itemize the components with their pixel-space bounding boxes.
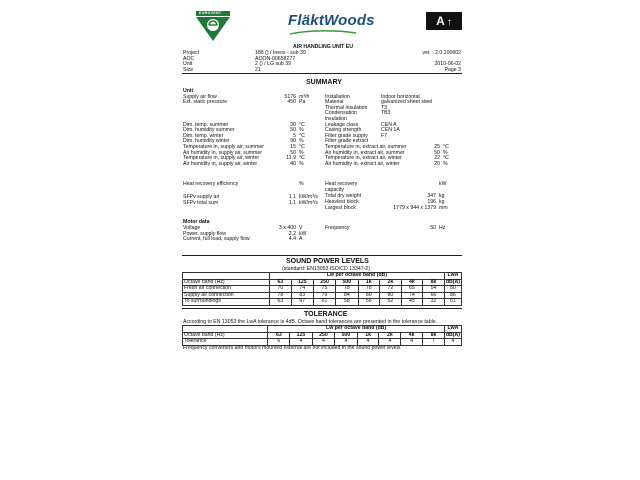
table-cell: 84 — [336, 292, 358, 299]
heat-row-label: Largest block — [325, 205, 356, 211]
energy-class-badge — [426, 12, 462, 30]
lwa-header: LwA — [444, 273, 461, 280]
unit-row-value: 11.9 — [286, 155, 296, 162]
unit-row-label: Temperature in, supply air, summer — [183, 143, 265, 150]
unit-row-label: insulation — [325, 115, 347, 122]
frequency-value: 50 — [430, 225, 436, 231]
table-cell: 80 — [444, 286, 461, 293]
unit-row-value: F7 — [381, 132, 388, 139]
unit-row-unit: °C — [299, 132, 305, 139]
motor-row-value: 2.2 — [288, 230, 296, 237]
tolerance-title: TOLERANCE — [304, 311, 348, 318]
heat-row-unit: kW/m³/s — [299, 193, 319, 200]
eurovent-logo — [196, 11, 230, 41]
row-label: Tolerance — [183, 339, 268, 346]
company-logo: FläktWoods — [288, 12, 375, 29]
motor-row-unit: V — [299, 225, 303, 231]
unit-row-label: Dim. temp. summer — [183, 121, 229, 128]
column-header: dB(A) — [445, 331, 460, 338]
sound-power-table — [182, 272, 462, 306]
table-cell: 74 — [401, 292, 423, 299]
heat-row-unit: % — [299, 181, 304, 187]
logo-swoosh — [288, 30, 358, 36]
table-cell: 78 — [336, 286, 358, 293]
column-header: 250 — [313, 279, 335, 286]
row-label: Supply air connection — [183, 292, 270, 299]
table-cell: 45 — [401, 299, 423, 306]
sound-title: SOUND POWER LEVELS — [286, 258, 369, 265]
unit-row-value: 40 — [290, 160, 296, 167]
table-cell: 58 — [336, 299, 358, 306]
column-header: 4k — [401, 279, 423, 286]
heat-row-value: 347 — [427, 193, 436, 199]
unit-row-label: Air humidity in, supply air, winter — [183, 160, 258, 167]
heat-row-unit: kW — [439, 181, 447, 187]
column-header: 4k — [401, 332, 423, 339]
unit-heading: Unit — [183, 88, 194, 94]
motor-row-label: Current, full load, supply flow — [183, 236, 250, 243]
table-cell: 7 — [423, 339, 445, 346]
table-cell: 4 — [290, 339, 312, 346]
table-cell: 4 — [357, 339, 379, 346]
table-cell: 78 — [358, 286, 380, 293]
unit-row-label: Filter grade extract — [325, 138, 369, 145]
heat-row-unit: kg — [439, 193, 445, 199]
table-cell: 54 — [423, 286, 445, 293]
unit-row-label: Installation — [325, 93, 350, 100]
unit-row-unit: m³/h — [299, 93, 310, 100]
header-value: AOON-00658277 — [255, 55, 296, 62]
column-header: 8k — [423, 332, 445, 339]
unit-row-value: T3 — [381, 104, 388, 111]
table-cell: 78 — [270, 292, 292, 299]
table-cell: 6 — [268, 339, 290, 346]
unit-row-unit: % — [299, 127, 304, 134]
table-cell: 65 — [401, 286, 423, 293]
unit-row-value: 20 — [434, 160, 440, 167]
unit-row-value: galvanized sheet steel — [381, 99, 433, 106]
motor-row-unit: kW — [299, 230, 307, 237]
summary-divider — [182, 255, 462, 256]
unit-row-unit: °C — [443, 155, 449, 162]
table-cell: 61 — [313, 299, 335, 306]
unit-row-unit: Pa — [299, 99, 306, 106]
table-cell: 70 — [270, 286, 292, 293]
table-cell: 61 — [444, 299, 461, 306]
frequency-label: Frequency — [325, 225, 350, 231]
unit-row-value: 5176 — [284, 93, 296, 100]
row-label: Fresh air connection — [183, 286, 270, 293]
table-cell: 4 — [312, 339, 334, 346]
heat-row-value: 1779 x 944 x 1379 — [393, 205, 436, 211]
motor-heading: Motor data — [183, 219, 210, 225]
column-header: 125 — [290, 332, 312, 339]
column-header: 125 — [291, 279, 313, 286]
unit-row-label: Supply air flow — [183, 93, 217, 100]
unit-row-label: Temperature in, extract air, winter — [325, 155, 402, 162]
unit-row-unit: % — [443, 160, 448, 167]
heat-row-value: 196 — [427, 199, 436, 205]
table-cell: 4 — [379, 339, 401, 346]
unit-row-unit: °C — [299, 143, 305, 150]
column-header: 250 — [312, 332, 334, 339]
table-cell: 63 — [270, 299, 292, 306]
document-title: AIR HANDLING UNIT EU — [293, 44, 353, 50]
heat-row-unit: kW/m³/s — [299, 200, 319, 207]
table-cell: 4 — [335, 339, 357, 346]
table-cell: 86 — [444, 292, 461, 299]
heat-row-label: SFPv supply air — [183, 193, 220, 200]
table-cell: 52 — [380, 299, 402, 306]
column-header: 2k — [380, 279, 402, 286]
unit-row-label: Casing strength — [325, 127, 362, 134]
unit-row-value: 5 — [293, 132, 296, 139]
header-right: ver. : 2.0.100602 — [422, 50, 461, 56]
sound-divider — [182, 308, 462, 309]
eurovent-label: EUROVENT — [199, 11, 222, 15]
unit-row-value: 450 — [287, 99, 296, 106]
table-cell: 4 — [444, 339, 461, 346]
column-header: 1k — [357, 332, 379, 339]
unit-row-unit: °C — [299, 121, 305, 128]
heat-row-label: Total dry weight — [325, 193, 362, 199]
table-cell: 67 — [291, 299, 313, 306]
unit-row-unit: % — [299, 149, 304, 156]
unit-row-label: Air humidity in, extract air, winter — [325, 160, 400, 167]
unit-row-unit: °C — [299, 155, 305, 162]
unit-row-label: Temperature in, extract air, summer — [325, 143, 407, 150]
unit-row-label: Ext. static pressure — [183, 99, 228, 106]
heat-row-unit: mm — [439, 205, 448, 211]
table-cell: 66 — [423, 292, 445, 299]
table-row — [183, 299, 462, 306]
column-header: Octave band (Hz) — [183, 279, 270, 286]
unit-row-value: 50 — [290, 149, 296, 156]
tolerance-table — [182, 325, 462, 346]
unit-row-label: Filter grade supply — [325, 132, 368, 139]
table-cell: 75 — [313, 286, 335, 293]
unit-row-unit: % — [299, 160, 304, 167]
unit-row-value: TB3 — [381, 110, 391, 117]
unit-row-label: Dim. humidity winter — [183, 138, 230, 145]
table-cell: 80 — [380, 292, 402, 299]
unit-row-value: 90 — [290, 138, 296, 145]
table-cell: 72 — [380, 286, 402, 293]
table-cell: 79 — [313, 292, 335, 299]
heat-row-label: Heat recovery efficiency — [183, 181, 239, 187]
frequency-unit: Hz — [439, 225, 446, 231]
heat-row-label: SFPv total sum — [183, 200, 219, 207]
motor-row-unit: A — [299, 236, 303, 243]
heat-row-value: 1.1 — [288, 193, 296, 200]
header-label: Project — [183, 50, 200, 56]
energy-class-letter: A — [436, 14, 445, 28]
unit-row-label: Leakage class — [325, 121, 359, 128]
band-header: Lw per octave band (dB) — [270, 273, 445, 280]
unit-row-label: Dim. temp. winter — [183, 132, 224, 139]
motor-row-label: Voltage — [183, 225, 201, 231]
unit-row-value: 22 — [434, 155, 440, 162]
unit-row-value: CEN 1A — [381, 127, 400, 134]
header-label: Unit — [183, 61, 193, 68]
unit-row-label: Material — [325, 99, 344, 106]
header-value: 2 () / LG sub 39 — [255, 61, 292, 68]
table-cell: 80 — [358, 292, 380, 299]
column-header: 8k — [423, 279, 445, 286]
unit-row-unit: °C — [443, 143, 449, 150]
unit-row-label: Thermal insulation — [325, 104, 368, 111]
header-value: 188 () / Ineos - sub 39 — [255, 50, 306, 56]
header-value: 21 — [255, 66, 261, 73]
motor-row-label: Power, supply flow — [183, 230, 226, 237]
heat-row-value: 1.1 — [288, 200, 296, 207]
header-label: Size — [183, 66, 194, 73]
unit-row-value: CEN A — [381, 121, 397, 128]
table-cell: 74 — [291, 286, 313, 293]
row-label: To surroundings — [183, 299, 270, 306]
column-header: dB(A) — [445, 278, 460, 285]
header-label: AOC — [183, 55, 195, 62]
unit-row-unit: % — [299, 138, 304, 145]
table-cell: 56 — [358, 299, 380, 306]
column-header: 2k — [379, 332, 401, 339]
column-header: 63 — [268, 332, 290, 339]
summary-title: SUMMARY — [306, 79, 342, 86]
heat-row-label: capacity — [325, 187, 345, 193]
arrow-up-icon: ↑ — [446, 17, 452, 28]
motor-row-value: 4.4 — [288, 236, 296, 243]
header-right: 2010-06-02 — [434, 61, 461, 68]
unit-row-value: 30 — [290, 121, 296, 128]
header-right: Page 3 — [444, 66, 461, 73]
table-cell: 4 — [401, 339, 423, 346]
table-cell: 32 — [423, 299, 445, 306]
sound-subtitle: (standard: EN13053 ISO/CD 13347-2) — [282, 266, 370, 272]
column-header: 63 — [270, 279, 292, 286]
column-header: 500 — [335, 332, 357, 339]
tolerance-note: According to EN 13053 the LwA tolerance is 4dB. Octave band tolerances are presented in the tolerance table. — [183, 319, 438, 325]
header-divider — [182, 73, 462, 74]
heat-row-label: Heat recovery — [325, 181, 358, 187]
column-header: 1k — [358, 279, 380, 286]
lwa-header: LwA — [444, 326, 461, 333]
table-cell: 83 — [291, 292, 313, 299]
unit-row-value: 15 — [290, 143, 296, 150]
motor-row-value: 3 x 400 — [278, 225, 296, 231]
column-header: 500 — [336, 279, 358, 286]
unit-row-label: Air humidity in, supply air, summer — [183, 149, 262, 156]
unit-row-unit: % — [443, 149, 448, 156]
unit-row-value: 50 — [434, 149, 440, 156]
unit-row-value: Indoor horizontal — [381, 93, 420, 100]
heat-row-label: Heaviest block — [325, 199, 359, 205]
heat-row-unit: kg — [439, 199, 445, 205]
column-header: Octave band (Hz) — [183, 332, 268, 339]
band-header: Lw per octave band (dB) — [268, 326, 444, 333]
unit-row-value: 25 — [434, 143, 440, 150]
unit-row-label: Condensation — [325, 110, 358, 117]
unit-row-label: Dim. humidity summer — [183, 127, 235, 134]
tolerance-footer: Frequency converters and motors mounted external are not included in the sound power levels — [183, 345, 401, 351]
unit-row-value: 50 — [290, 127, 296, 134]
unit-row-label: Temperature in, supply air, winter — [183, 155, 260, 162]
unit-row-label: Air humidity in, extract air, summer — [325, 149, 405, 156]
